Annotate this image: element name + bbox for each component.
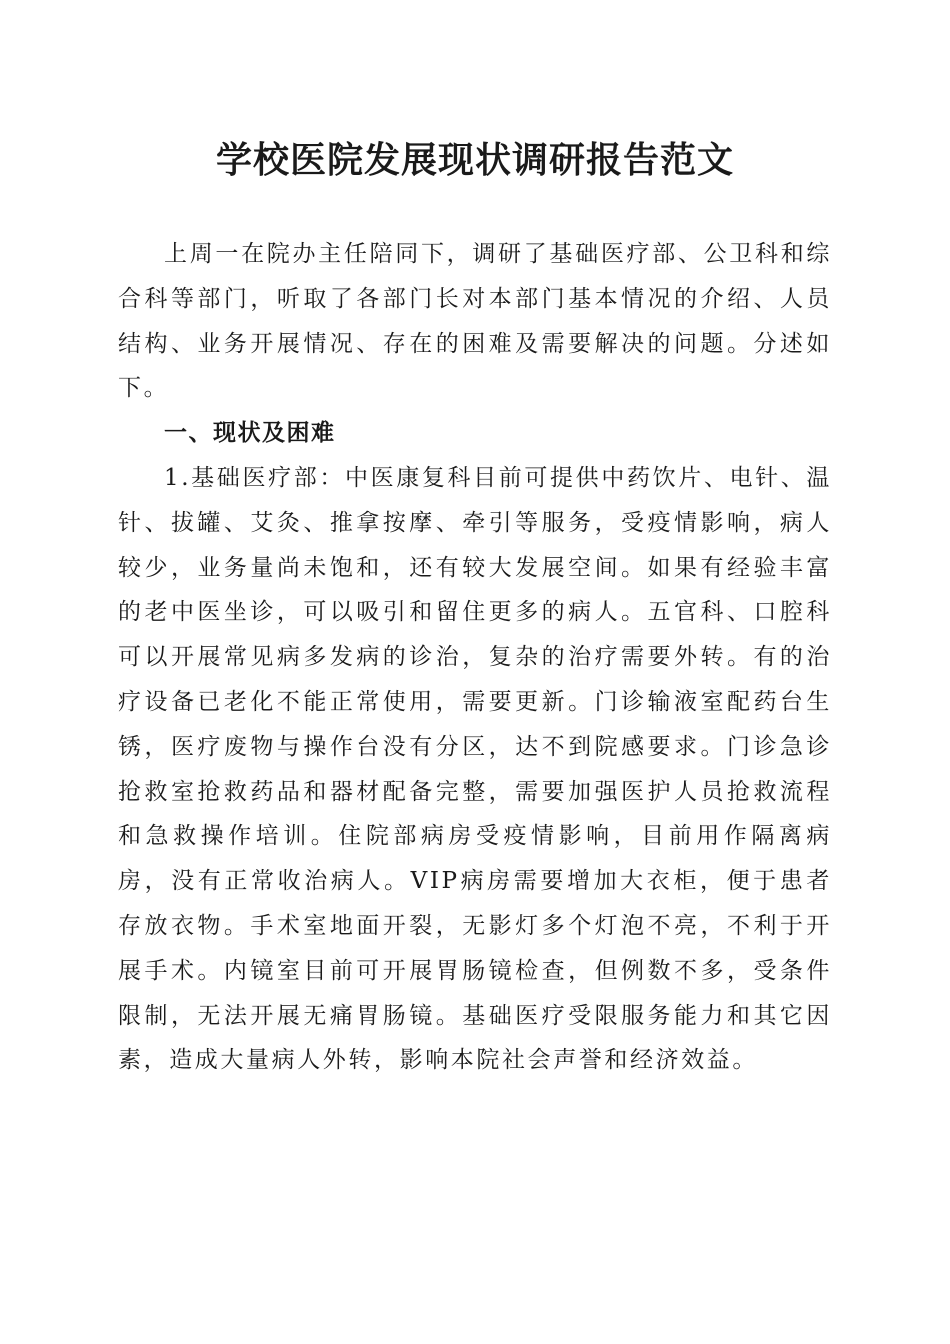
intro-paragraph: 上周一在院办主任陪同下，调研了基础医疗部、公卫科和综合科等部门，听取了各部门长对本部门基本情况的介绍、人员结构、业务开展情况、存在的困难及需要解决的问题。分述如下。 — [118, 241, 832, 402]
section-heading: 一、现状及困难 — [164, 420, 336, 447]
document-title: 学校医院发展现状调研报告范文 — [215, 139, 734, 181]
document-body — [118, 232, 832, 1083]
item-1-paragraph: 1.基础医疗部：中医康复科目前可提供中药饮片、电针、温针、拔罐、艾灸、推拿按摩、牵引等服务，受疫情影响，病人较少，业务量尚未饱和，还有较大发展空间。如果有经验丰富的老中医坐诊，可以吸引和留住更多的病人。五官科、口腔科可以开展常见病多发病的诊治，复杂的治疗需要外转。有的治疗设备已老化不能正常使用，需要更新。门诊输液室配药台生锈，医疗废物与操作台没有分区，达不到院感要求。门诊急诊抢救室抢救药品和器材配备完整，需要加强医护人员抢救流程和急救操作培训。住院部病房受疫情影响，目前用作隔离病房，没有正常收治病人。VIP病房需要增加大衣柜，便于患者存放衣物。手术室地面开裂，无影灯多个灯泡不亮，不利于开展手术。内镜室目前可开展胃肠镜检查，但例数不多，受条件限制，无法开展无痛胃肠镜。基础医疗受限服务能力和其它因素，造成大量病人外转，影响本院社会声誉和经济效益。 — [118, 464, 832, 1074]
